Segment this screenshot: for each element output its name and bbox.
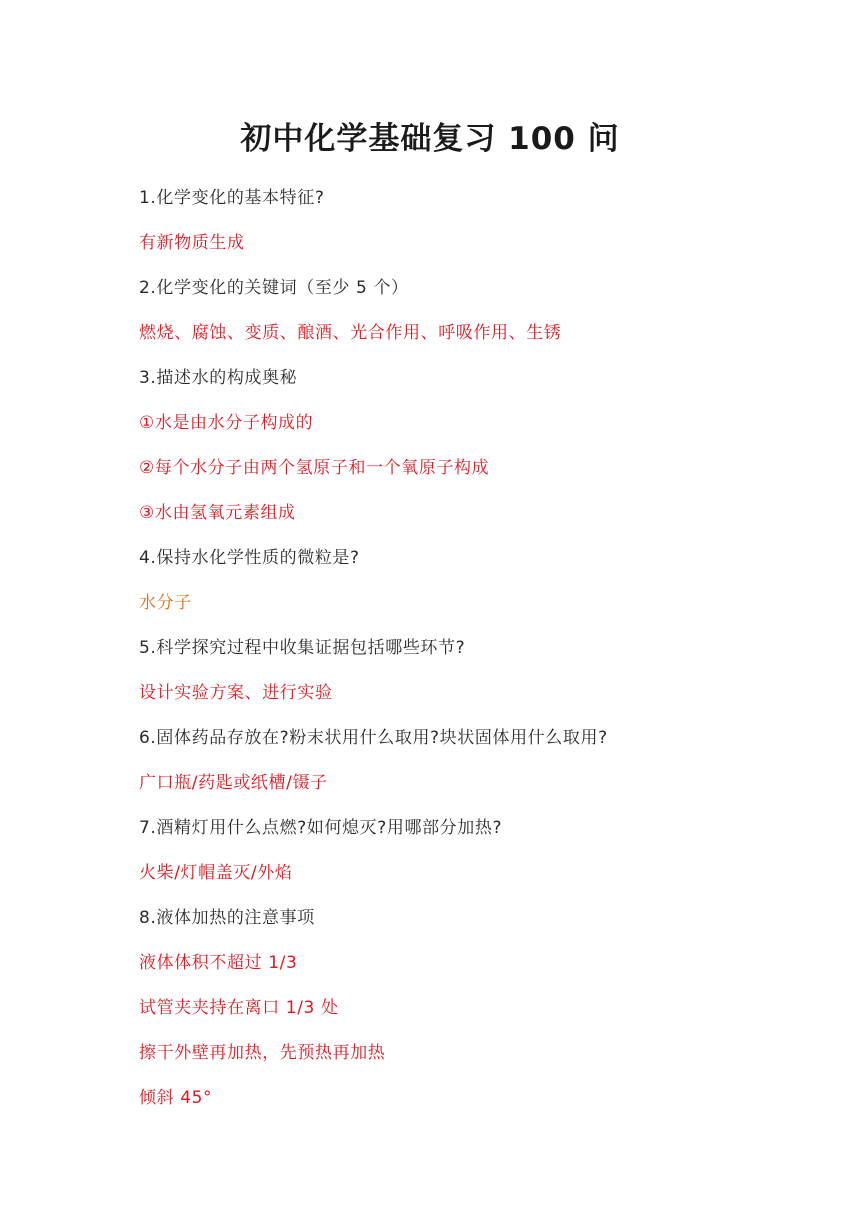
answer-3-2: ②每个水分子由两个氢原子和一个氧原子构成: [139, 458, 490, 478]
answer-8-3: 擦干外壁再加热，先预热再加热: [139, 1043, 386, 1063]
question-8: 8.液体加热的注意事项: [139, 908, 315, 928]
answer-8-2: 试管夹夹持在离口 1/3 处: [139, 998, 339, 1018]
question-7: 7.酒精灯用什么点燃?如何熄灭?用哪部分加热?: [139, 818, 503, 838]
question-4: 4.保持水化学性质的微粒是?: [139, 548, 360, 568]
page-title: 初中化学基础复习 100 问: [240, 121, 620, 157]
answer-8-1: 液体体积不超过 1/3: [139, 953, 298, 973]
answer-4: 水分子: [139, 593, 192, 613]
answer-6: 广口瓶/药匙或纸槽/镊子: [139, 773, 328, 793]
answer-3-1: ①水是由水分子构成的: [139, 413, 314, 433]
answer-2: 燃烧、腐蚀、变质、酿酒、光合作用、呼吸作用、生锈: [139, 323, 562, 343]
answer-3-3: ③水由氢氧元素组成: [139, 503, 296, 523]
qa-list: [139, 176, 779, 1121]
answer-5: 设计实验方案、进行实验: [139, 683, 333, 703]
question-1: 1.化学变化的基本特征?: [139, 188, 325, 208]
answer-7: 火柴/灯帽盖灭/外焰: [139, 863, 293, 883]
answer-8-4: 倾斜 45°: [139, 1088, 213, 1108]
answer-1: 有新物质生成: [139, 233, 245, 253]
question-2: 2.化学变化的关键词（至少 5 个）: [139, 278, 409, 298]
question-5: 5.科学探究过程中收集证据包括哪些环节?: [139, 638, 466, 658]
question-3: 3.描述水的构成奥秘: [139, 368, 298, 388]
question-6: 6.固体药品存放在?粉末状用什么取用?块状固体用什么取用?: [139, 728, 608, 748]
